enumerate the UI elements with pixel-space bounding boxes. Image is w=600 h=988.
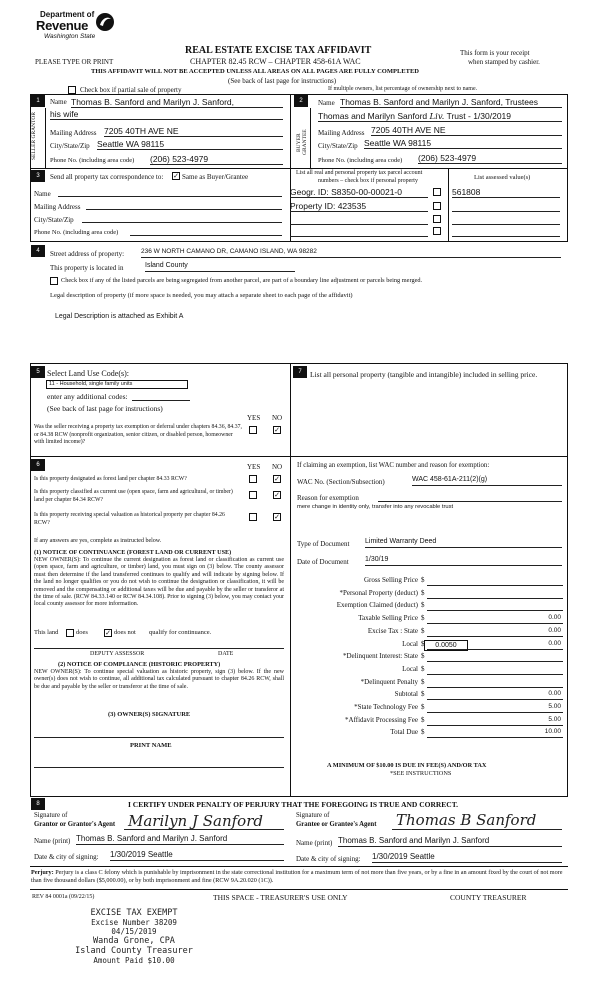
fee-dollar: $ <box>421 614 425 623</box>
parcel-3-checkbox[interactable] <box>433 215 441 223</box>
deputy-assessor-label: DEPUTY ASSESSOR <box>90 651 145 657</box>
fee-dollar: $ <box>421 576 425 584</box>
fee-value: 5.00 <box>548 715 561 723</box>
form-title: REAL ESTATE EXCISE TAX AFFIDAVIT <box>185 45 372 56</box>
fee-value: 0.00 <box>548 614 561 622</box>
perjury-text: Perjury is a class C felony which is punishable by imprisonment in the state correctional institution for a maximum term of not more than five years, or by a fine in an amount fixed by the court of not more than five thousand dollars ($5,000.00), or by both imprisonment and fine (RCW 9A.20.020 (1C)). <box>31 869 563 884</box>
segregated-checkbox[interactable] <box>50 277 58 285</box>
fee-dollar: $ <box>421 588 425 597</box>
notice-compliance-title: (2) NOTICE OF COMPLIANCE (HISTORIC PROPERTY) <box>58 661 221 668</box>
perjury-label: Perjury: <box>31 869 54 876</box>
perjury-notice <box>31 869 566 885</box>
seller-phone-label: Phone No. (including area code) <box>50 157 135 164</box>
fee-field[interactable] <box>427 601 563 611</box>
s6-yes-header: YES <box>247 463 261 471</box>
parcel-1[interactable]: Geogr. ID: S8350-00-00021-0 <box>290 187 428 198</box>
section-7-badge: 7 <box>293 366 307 378</box>
buyer-address-label: Mailing Address <box>318 129 365 137</box>
grantor-sig-label-1: Signature of <box>34 812 68 819</box>
fee-field[interactable] <box>427 728 563 738</box>
buyer-phone-field[interactable]: (206) 523-4979 <box>418 153 562 164</box>
fee-row <box>297 665 563 676</box>
buyer-address-field[interactable]: 7205 40TH AVE NE <box>371 125 562 136</box>
buyer-city-label: City/State/Zip <box>318 142 358 150</box>
treasurer-use-only: THIS SPACE - TREASURER'S USE ONLY <box>213 893 348 902</box>
fee-row <box>297 690 563 701</box>
fee-dollar: $ <box>421 715 425 724</box>
fee-field[interactable] <box>427 576 563 586</box>
fee-label: *State Technology Fee <box>354 703 418 711</box>
fee-field[interactable] <box>427 652 563 662</box>
grantee-date-label: Date & city of signing: <box>296 855 361 863</box>
s5-see-back: (See back of last page for instructions) <box>47 404 163 413</box>
parcel-2-checkbox[interactable] <box>433 202 441 210</box>
fee-row <box>297 716 563 727</box>
partial-sale-label: Check box if partial sale of property <box>80 86 182 94</box>
wac-field[interactable]: WAC 458-61A-211(2)(g) <box>412 476 562 486</box>
parcel-header-1: List all real and personal property tax parcel account <box>296 170 423 176</box>
grantor-date-label: Date & city of signing: <box>34 853 99 861</box>
assessed-1[interactable]: 561808 <box>452 187 560 198</box>
dept-line3: Washington State <box>44 33 96 40</box>
legal-desc-value: Legal Description is attached as Exhibit A <box>55 313 184 320</box>
rev-number: REV 84 0001a (09/22/15) <box>32 894 95 900</box>
fee-dollar: $ <box>421 677 425 686</box>
fee-row <box>297 601 563 612</box>
notice-continuance-title: (1) NOTICE OF CONTINUANCE (FOREST LAND OR CURRENT USE) <box>34 549 232 556</box>
grantor-sig-label-2: Grantor or Grantor's Agent <box>34 821 116 828</box>
parcel-4-checkbox[interactable] <box>433 227 441 235</box>
section-4-badge: 4 <box>31 245 45 257</box>
s3-city-label: City/State/Zip <box>34 216 74 224</box>
grantee-signature-text: Thomas B Sanford <box>396 811 537 829</box>
fee-row <box>297 614 563 625</box>
fee-field[interactable] <box>427 678 563 688</box>
fee-dollar: $ <box>421 601 425 610</box>
seller-name-label: Name <box>50 98 67 106</box>
grantor-name-print-label: Name (print) <box>34 837 71 845</box>
dept-line1: Department of <box>40 10 95 19</box>
receipt-line1: This form is your receipt <box>460 49 530 57</box>
s6-q2-no-checkbox[interactable]: ✓ <box>274 491 280 499</box>
fee-field[interactable] <box>427 627 563 637</box>
parcel-2[interactable]: Property ID: 423535 <box>290 201 428 212</box>
fee-field[interactable] <box>427 716 563 726</box>
grantor-name-print-field[interactable]: Thomas B. Sanford and Marilyn J. Sanford <box>76 834 284 845</box>
section-1-badge: 1 <box>31 95 45 107</box>
county-treasurer-label: COUNTY TREASURER <box>450 893 527 902</box>
s3-phone-label: Phone No. (including area code) <box>34 229 119 236</box>
seller-city-label: City/State/Zip <box>50 142 90 150</box>
deputy-date-label: DATE <box>218 651 234 657</box>
segregated-label: Check box if any of the listed parcels are being segregated from another parcel, are part of a boundary line adjustment or parcels being merged. <box>61 277 423 284</box>
s5-q1-yes-checkbox[interactable] <box>249 426 257 434</box>
s6-q3-no-checkbox[interactable]: ✓ <box>274 513 280 521</box>
dept-line2: Revenue <box>36 18 89 33</box>
doc-type-label: Type of Document <box>297 540 350 548</box>
see-instructions-note: *SEE INSTRUCTIONS <box>390 770 452 777</box>
grantor-date-field[interactable]: 1/30/2019 Seattle <box>110 850 284 861</box>
send-correspondence-label: Send all property tax correspondence to: <box>50 173 164 181</box>
fee-value: 0.00 <box>548 626 561 634</box>
fee-dollar: $ <box>421 703 425 711</box>
receipt-line2: when stamped by cashier. <box>468 58 540 66</box>
s6-q3: Is this property receiving special valuation as historical property per chapter 84.26 RCW? <box>34 512 225 526</box>
buyer-city-field[interactable]: Seattle WA 98115 <box>364 138 562 149</box>
assessed-header: List assessed value(s) <box>474 174 531 181</box>
qualify-label: qualify for continuance. <box>149 629 212 636</box>
land-use-title: Select Land Use Code(s): <box>47 369 129 378</box>
fee-row <box>297 576 563 587</box>
land-does-checkbox[interactable] <box>66 629 74 637</box>
s3-name-label: Name <box>34 190 51 198</box>
wac-label: WAC No. (Section/Subsection) <box>297 478 385 486</box>
fee-dollar: $ <box>421 652 425 661</box>
seller-address-label: Mailing Address <box>50 129 97 137</box>
section-3-badge: 3 <box>31 170 45 182</box>
see-back: (See back of last page for instructions) <box>228 77 337 85</box>
land-does-label: does <box>76 629 88 636</box>
s6-no-header: NO <box>272 463 283 471</box>
seller-name-field-2[interactable]: his wife <box>50 109 283 120</box>
partial-sale-checkbox[interactable] <box>68 86 76 94</box>
fee-row <box>297 652 563 663</box>
land-does-not-checkbox[interactable]: ✓ <box>105 629 111 637</box>
fee-field[interactable] <box>427 589 563 599</box>
local-rate-box[interactable]: 0.0050 <box>424 640 468 651</box>
buyer-name-field[interactable]: Thomas B. Sanford and Marilyn J. Sanford, Trustees <box>340 97 562 108</box>
street-address-label: Street address of property: <box>50 250 125 258</box>
land-label: This land <box>34 629 59 636</box>
stamp-line4: Wanda Grone, CPA <box>93 936 175 946</box>
land-use-code-select[interactable]: 11 - Household, single family units <box>46 380 188 389</box>
notice-continuance-text: NEW OWNER(S): To continue the current designation as forest land or classification as current use (open space, farm and agriculture, or timber) land, you must sign on (3) below. The county assessor must then determine if the land transferred continues to qualify and will indicate by signing below. If the land no longer qualifies or you do not wish to continue the designation or classification, it will be removed and the compensating or additional taxes will be due and payable by the seller or transferor at the time of sale. (RCW 84.33.140 or RCW 84.34.108). Prior to signing (3) below, you may contact your local county assessor for more information. <box>34 557 284 608</box>
multiple-owners-note: If multiple owners, list percentage of ownership next to name. <box>328 86 478 92</box>
fee-label: *Delinquent Penalty <box>360 677 418 686</box>
reason-label: Reason for exemption <box>297 494 359 502</box>
fee-row <box>297 728 563 739</box>
s6-q2: Is this property classified as current use (open space, farm and agricultural, or timber) land per chapter 84.34 RCW? <box>34 489 233 503</box>
s6-q1-no-checkbox[interactable]: ✓ <box>274 475 280 483</box>
stamp-line2: Excise Number 38209 <box>91 918 177 927</box>
reason-value: mere change in identity only, transfer into any revocable trust <box>297 504 454 510</box>
fee-value: 0.00 <box>548 690 561 698</box>
fee-label: Subtotal <box>394 690 418 699</box>
grantee-sig-label-2: Grantee or Grantee's Agent <box>296 821 377 828</box>
fee-label: Exemption Claimed (deduct) <box>336 601 418 610</box>
grantee-date-field[interactable]: 1/30/2019 Seattle <box>372 852 562 863</box>
owner-signature-field[interactable] <box>34 737 284 738</box>
fee-label: *Affidavit Processing Fee <box>345 715 418 724</box>
fee-row <box>297 589 563 600</box>
legal-desc-label: Legal description of property (if more space is needed, you may attach a separate sheet to each page of the affidavit) <box>50 292 353 299</box>
street-address-field[interactable]: 236 W NORTH CAMANO DR, CAMANO ISLAND, WA 98282 <box>141 248 561 258</box>
s5-yes-header: YES <box>247 414 261 422</box>
fee-dollar: $ <box>421 626 425 635</box>
s3-address-label: Mailing Address <box>34 203 81 211</box>
fee-dollar: $ <box>421 664 425 673</box>
exemption-header: If claiming an exemption, list WAC number and reason for exemption: <box>297 462 490 469</box>
grantee-name-print-label: Name (print) <box>296 839 333 847</box>
fee-label: Local <box>402 664 418 673</box>
s6-q1: Is this property designated as forest land per chapter 84.33 RCW? <box>34 476 187 482</box>
print-name-field[interactable] <box>34 767 284 768</box>
seller-name-field[interactable]: Thomas B. Sanford and Marilyn J. Sanford, <box>71 97 283 108</box>
owner-signature-label: (3) OWNER(S) SIGNATURE <box>108 711 191 718</box>
s6-q3-yes-checkbox[interactable] <box>249 513 257 521</box>
buyer-name-label: Name <box>318 99 335 107</box>
grantor-signature-text: Marilyn J Sanford <box>128 812 263 830</box>
seller-phone-field[interactable]: (206) 523-4979 <box>150 154 283 165</box>
fee-field[interactable] <box>427 703 563 713</box>
doc-date-label: Date of Document <box>297 558 349 566</box>
fee-label: *Personal Property (deduct) <box>339 588 418 597</box>
section-6-badge: 6 <box>31 459 45 471</box>
fee-row <box>297 678 563 689</box>
fee-label: Local <box>402 639 418 648</box>
seller-address-field[interactable]: 7205 40TH AVE NE <box>104 126 283 137</box>
minimum-due-note: A MINIMUM OF $10.00 IS DUE IN FEE(S) AND/OR TAX <box>327 762 487 769</box>
located-label: This property is located in <box>50 264 124 272</box>
fee-value: 10.00 <box>544 728 561 736</box>
grantee-sig-label-1: Signature of <box>296 812 330 819</box>
doc-date-field[interactable]: 1/30/19 <box>365 556 562 566</box>
if-yes-instruction: If any answers are yes, complete as instructed below. <box>34 538 162 544</box>
fee-label: Total Due <box>390 728 418 737</box>
s5-q1: Was the seller receiving a property tax exemption or deferral under chapters 84.36, 84.37, or 84.38 RCW (nonprofit organization, senior citizen, or disabled person, homeowner with limited income)? <box>34 424 242 445</box>
seller-grantor-label: SELLER GRANTOR <box>31 111 37 160</box>
buyer-grantee-label: BUYER GRANTEE <box>296 129 308 156</box>
personal-property-label: List all personal property (tangible and intangible) included in selling price. <box>310 370 538 379</box>
fee-label: *Delinquent Interest: State <box>342 652 418 661</box>
stamp-line1: EXCISE TAX EXEMPT <box>90 908 178 918</box>
dor-logo <box>36 10 126 50</box>
grantee-signature-image <box>390 806 570 832</box>
doc-type-field[interactable]: Limited Warranty Deed <box>365 538 562 548</box>
certify-statement: I CERTIFY UNDER PENALTY OF PERJURY THAT THE FOREGOING IS TRUE AND CORRECT. <box>128 800 459 809</box>
please-type: PLEASE TYPE OR PRINT <box>35 58 114 66</box>
buyer-name-handwritten: Liv. <box>429 112 445 122</box>
additional-codes-field[interactable] <box>132 400 190 401</box>
print-name-label: PRINT NAME <box>130 742 172 749</box>
treasurer-stamp <box>64 908 204 965</box>
section-5-badge: 5 <box>31 366 45 378</box>
fee-row <box>297 627 563 638</box>
s5-no-header: NO <box>272 414 283 422</box>
fee-value: 0.00 <box>548 639 561 647</box>
stamp-line5: Island County Treasurer <box>75 946 193 956</box>
fee-dollar: $ <box>421 639 425 648</box>
fee-field[interactable] <box>427 665 563 675</box>
s6-q1-yes-checkbox[interactable] <box>249 475 257 483</box>
parcel-1-checkbox[interactable] <box>433 188 441 196</box>
fee-dollar: $ <box>421 728 425 737</box>
dor-emblem-icon <box>94 12 116 32</box>
same-as-buyer-checkbox[interactable]: ✓ <box>173 172 179 180</box>
stamp-line3: 04/15/2019 <box>111 927 157 936</box>
fee-label: Taxable Selling Price <box>358 614 418 623</box>
notice-compliance-text: NEW OWNER(S): To continue special valuation as historic property, sign (3) below. If the new owner(s) does not wish to continue, all additional tax calculated pursuant to chapter 84.26 RCW, shall be due and payable by the seller or transferor at the time of sale. <box>34 669 284 690</box>
fee-value: 5.00 <box>548 703 561 710</box>
fee-label: Excise Tax : State <box>367 626 418 635</box>
fee-field[interactable] <box>427 614 563 624</box>
fee-label: Gross Selling Price <box>363 576 418 584</box>
same-as-buyer-label: Same as Buyer/Grantee <box>182 173 249 181</box>
fee-dollar: $ <box>421 690 425 699</box>
parcel-header-2: numbers – check box if personal property <box>318 178 418 184</box>
stamp-line6: Amount Paid $10.00 <box>93 956 175 965</box>
land-does-not-label: does not <box>114 629 136 636</box>
form-chapter: CHAPTER 82.45 RCW – CHAPTER 458-61A WAC <box>190 57 361 66</box>
grantor-signature-image <box>124 808 288 832</box>
buyer-phone-label: Phone No. (including area code) <box>318 157 403 164</box>
buyer-name-field-2[interactable]: Thomas and Marilyn Sanford Liv. Trust - 1/30/2019 <box>318 111 562 122</box>
fee-field[interactable] <box>427 690 563 700</box>
s5-q1-no-checkbox[interactable]: ✓ <box>274 426 280 434</box>
located-field[interactable]: Island County <box>145 262 295 272</box>
grantee-name-print-field[interactable]: Thomas B. Sanford and Marilyn J. Sanford <box>338 836 562 847</box>
fee-row <box>297 703 563 714</box>
s6-q2-yes-checkbox[interactable] <box>249 491 257 499</box>
form-warning: THIS AFFIDAVIT WILL NOT BE ACCEPTED UNLESS ALL AREAS ON ALL PAGES ARE FULLY COMPLETED <box>91 68 419 75</box>
seller-city-field[interactable]: Seattle WA 98115 <box>97 139 283 150</box>
section-2-badge: 2 <box>294 95 308 107</box>
section-8-badge: 8 <box>31 798 45 810</box>
additional-codes-label: enter any additional codes: <box>47 392 128 401</box>
